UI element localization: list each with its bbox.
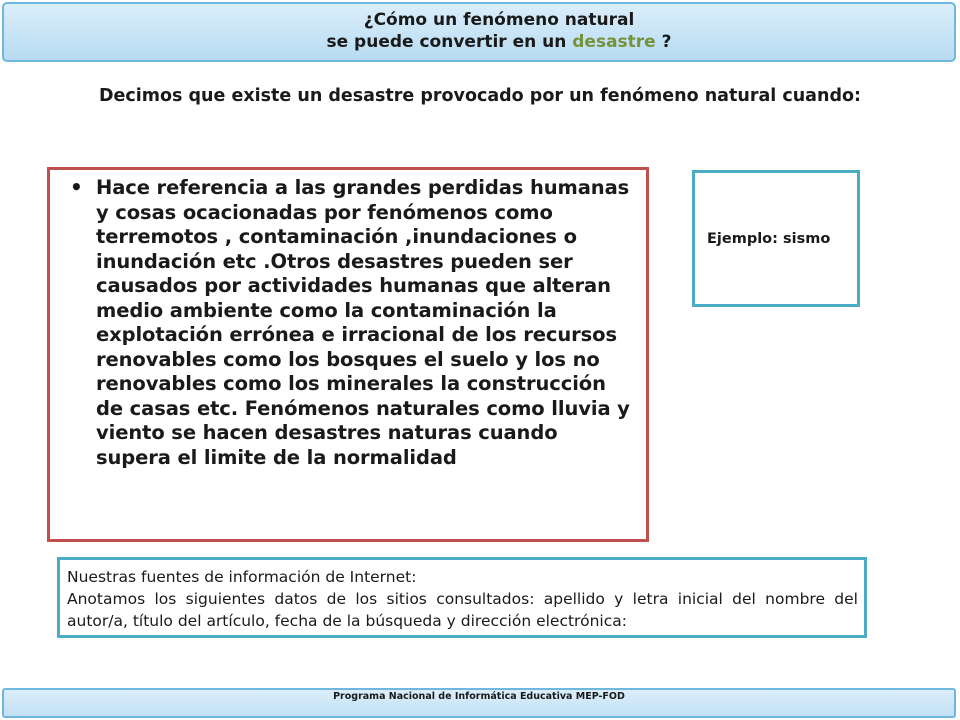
content-text: Hace referencia a las grandes perdidas humanas y cosas ocacionadas por fenómenos como terremotos , contaminación ,inundaciones o inundación etc .Otros desastres pueden ser causados por actividades humanas que alteran medio ambiente como la contaminación la explotación errónea e irracional de los recursos renovables como los bosques el suelo y los no renovables como los minerales la construcción de casas etc. Fenómenos naturales como lluvia y viento se hacen desastres naturas cuando supera el limite de la normalidad [96, 176, 630, 469]
intro-heading: Decimos que existe un desastre provocado por un fenómeno natural cuando: [98, 86, 861, 106]
title-line-2 [4, 31, 954, 53]
example-text: Ejemplo: sismo [707, 230, 831, 247]
sources-text: Anotamos los siguientes datos de los sitios consultados: apellido y letra inicial del nombre del autor/a, título del artículo, fecha de la búsqueda y dirección electrónica: [67, 590, 858, 630]
title-suffix: ? [655, 32, 672, 52]
content-box [47, 167, 649, 542]
title-prefix: se puede convertir en un [326, 32, 573, 52]
title-banner [2, 2, 956, 62]
content-list [62, 176, 638, 470]
content-item [70, 175, 638, 470]
title-accent-word: desastre [572, 32, 656, 52]
bullet-icon: • [70, 175, 83, 199]
sources-heading: Nuestras fuentes de información de Internet: [67, 568, 417, 586]
example-box [692, 170, 860, 307]
sources-box [57, 557, 867, 638]
footer-banner [2, 688, 956, 718]
footer-text: Programa Nacional de Informática Educativa MEP-FOD [333, 691, 625, 702]
title-line-1: ¿Cómo un fenómeno natural [363, 10, 635, 30]
